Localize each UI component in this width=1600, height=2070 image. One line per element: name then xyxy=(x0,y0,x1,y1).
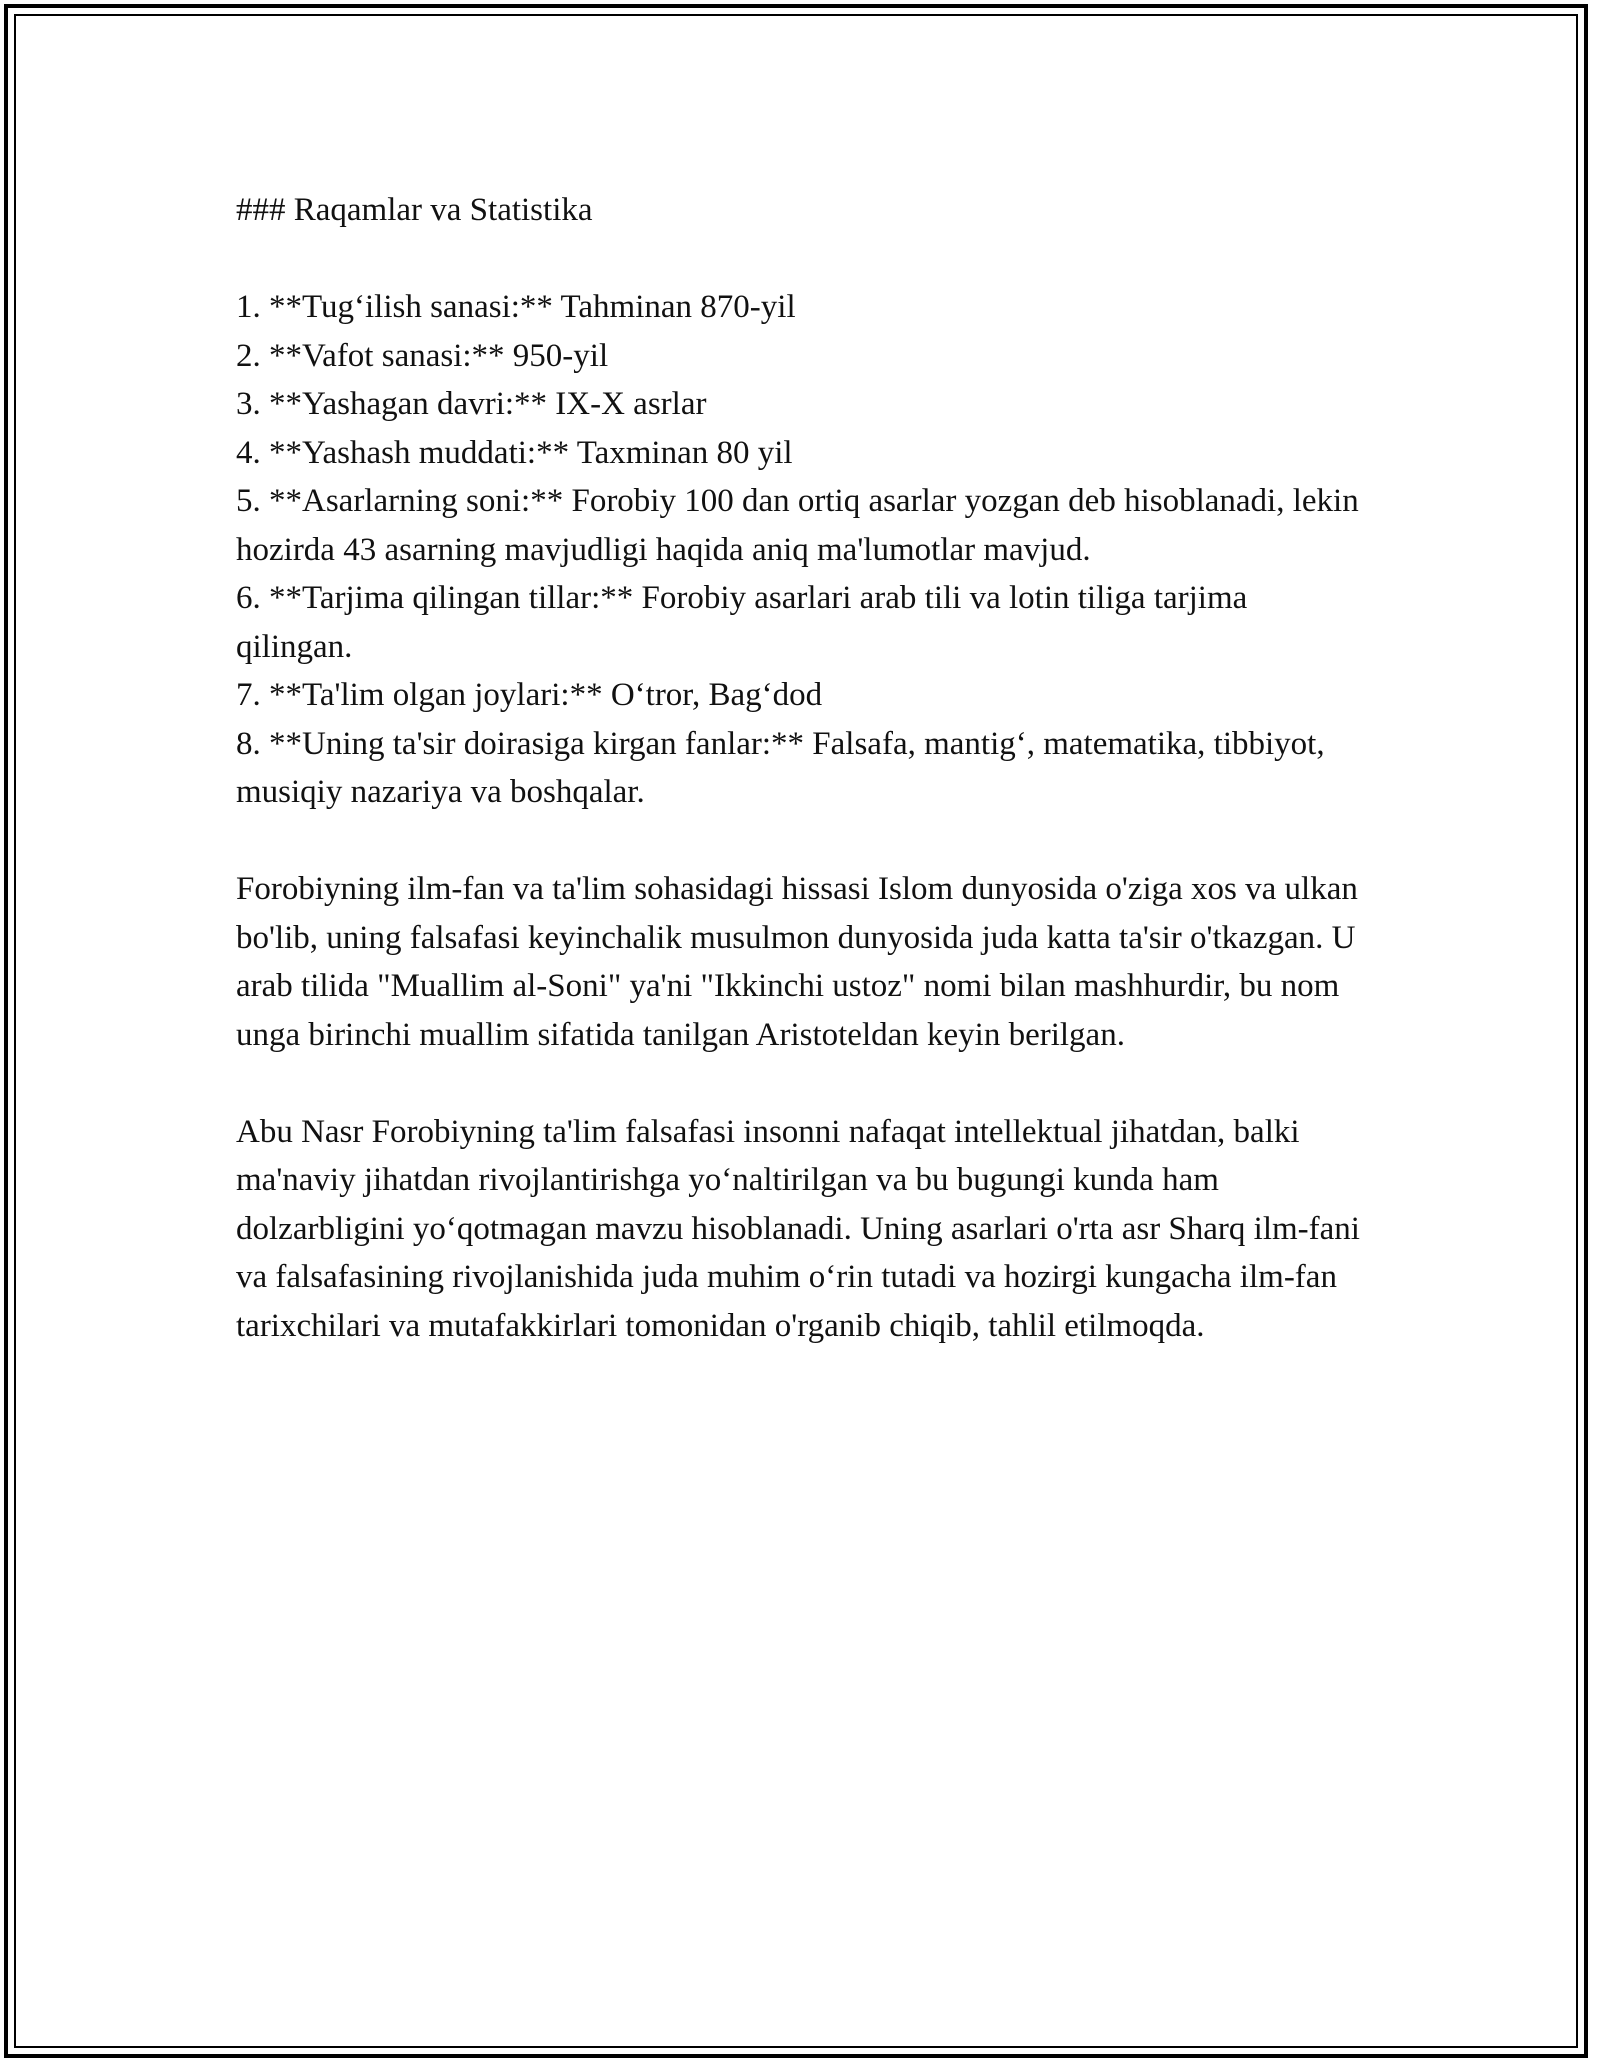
document-body xyxy=(236,186,1366,1350)
list-item: 2. **Vafot sanasi:** 950-yil xyxy=(236,337,609,374)
paragraph-contribution: Forobiyning ilm-fan va ta'lim sohasidagi hissasi Islom dunyosida o'ziga xos va ulkan bo'lib, uning falsafasi keyinchalik musulmon dunyosida juda katta ta'sir o'tkazgan. U arab tilida "Muallim al-Soni" ya'ni "Ikkinchi ustoz" nomi bilan mashhurdir, bu nom unga birinchi muallim sifatida tanilgan Aristoteldan keyin berilgan. xyxy=(236,871,1358,1053)
list-item: 1. **Tug‘ilish sanasi:** Tahminan 870-yil xyxy=(236,289,796,325)
list-item: 5. **Asarlarning soni:** Forobiy 100 dan ortiq asarlar yozgan deb hisoblanadi, lekin hozirda 43 asarning mavjudligi haqida aniq ma'lumotlar mavjud. xyxy=(236,483,1359,568)
paragraph-philosophy: Abu Nasr Forobiyning ta'lim falsafasi insonni nafaqat intellektual jihatdan, balki ma'naviy jihatdan rivojlantirishga yo‘naltirilgan va bu bugungi kunda ham dolzarbligini yo‘qotmagan mavzu hisoblanadi. Uning asarlari o'rta asr Sharq ilm-fani va falsafasining rivojlanishida juda muhim o‘rin tutadi va hozirgi kungacha ilm-fan tarixchilari va mutafakkirlari tomonidan o'rganib chiqib, tahlil etilmoqda. xyxy=(236,1113,1360,1344)
list-item: 8. **Uning ta'sir doirasiga kirgan fanlar:** Falsafa, mantig‘, matematika, tibbiyot, musiqiy nazariya va boshqalar. xyxy=(236,725,1325,810)
stats-list xyxy=(236,283,1366,817)
section-heading: ### Raqamlar va Statistika xyxy=(236,192,593,228)
list-item: 4. **Yashash muddati:** Taxminan 80 yil xyxy=(236,434,793,471)
list-item: 3. **Yashagan davri:** IX-X asrlar xyxy=(236,386,707,422)
list-item: 7. **Ta'lim olgan joylari:** O‘tror, Bag‘dod xyxy=(236,677,823,713)
list-item: 6. **Tarjima qilingan tillar:** Forobiy asarlari arab tili va lotin tiliga tarjima qilingan. xyxy=(236,580,1248,665)
